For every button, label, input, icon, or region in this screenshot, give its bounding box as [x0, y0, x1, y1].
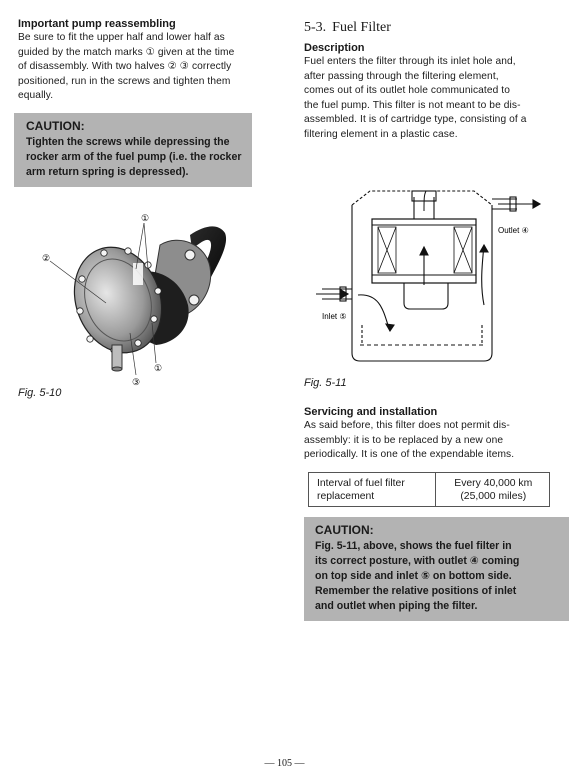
interval-label-line: Interval of fuel filter [317, 478, 405, 489]
interval-label-cell [309, 473, 436, 507]
match-mark-1-bottom: ① [154, 363, 163, 373]
fuel-filter-diagram [312, 185, 557, 370]
table-row [309, 473, 550, 507]
text-line: of disassembly. With two halves ② ③ correctly [18, 61, 232, 73]
servicing-text [304, 419, 556, 463]
caution-line: arm return spring is depressed). [26, 166, 189, 178]
section-title [304, 20, 556, 36]
interval-value-cell [435, 473, 549, 507]
match-mark-1-top: ① [141, 213, 150, 223]
caution-line: its correct posture, with outlet ④ coming [315, 555, 520, 567]
caution-title: CAUTION: [26, 119, 85, 133]
text-line: assembled. It is of cartridge type, consisting of a [304, 114, 527, 126]
pump-reassembling-heading: Important pump reassembling [18, 18, 176, 30]
servicing-heading: Servicing and installation [304, 406, 438, 418]
outlet-label: Outlet ④ [498, 226, 529, 235]
page-number: — 105 — [264, 758, 305, 769]
interval-value-line: Every 40,000 km [454, 478, 533, 489]
interval-label-line: replacement [317, 491, 375, 502]
description-heading: Description [304, 42, 365, 54]
interval-value-line: (25,000 miles) [460, 491, 527, 502]
caution-line: and outlet when piping the filter. [315, 600, 478, 612]
caution-line: Fig. 5-11, above, shows the fuel filter in [315, 540, 512, 552]
caution-line: Tighten the screws while depressing the [26, 136, 230, 148]
section-number: 5-3. [304, 20, 327, 35]
left-column [18, 18, 270, 104]
text-line: periodically. It is one of the expendable items. [304, 449, 515, 461]
pump-nipple [112, 345, 122, 369]
pump-reassembling-text [18, 31, 270, 104]
text-line: comes out of its outlet hole communicated to [304, 85, 510, 97]
text-line: filtering element in a plastic case. [304, 128, 458, 140]
caution-title: CAUTION: [315, 523, 374, 537]
servicing-section [304, 406, 556, 463]
text-line: Be sure to fit the upper half and lower half as [18, 32, 225, 43]
caution-box-pump [14, 113, 252, 187]
text-line: As said before, this filter does not permit dis- [304, 420, 510, 431]
right-column [304, 18, 556, 143]
figure-caption-5-10: Fig. 5-10 [18, 387, 62, 399]
caution-line: on top side and inlet ⑤ on bottom side. [315, 570, 512, 582]
mark-2-label: ② [42, 253, 51, 263]
replacement-interval-table [308, 472, 550, 507]
caution-line: rocker arm of the fuel pump (i.e. the rocker [26, 151, 242, 163]
mark-3-label: ③ [132, 377, 141, 387]
caution-line: Remember the relative positions of inlet [315, 585, 517, 597]
description-text [304, 55, 556, 143]
text-line: Fuel enters the filter through its inlet hole and, [304, 56, 516, 67]
text-line: equally. [18, 90, 54, 102]
inlet-label: Inlet ⑤ [322, 312, 347, 321]
text-line: positioned, run in the screws and tighten them [18, 75, 231, 87]
caution-box-filter [304, 517, 569, 621]
text-line: after passing through the filtering element, [304, 70, 499, 82]
section-title-text: Fuel Filter [332, 20, 391, 35]
figure-caption-5-11: Fig. 5-11 [304, 377, 347, 389]
fuel-pump-figure [20, 205, 260, 390]
text-line: assembly: it is to be replaced by a new one [304, 434, 504, 446]
text-line: the fuel pump. This filter is not meant to be dis- [304, 99, 521, 111]
text-line: guided by the match marks ① given at the time [18, 46, 235, 58]
